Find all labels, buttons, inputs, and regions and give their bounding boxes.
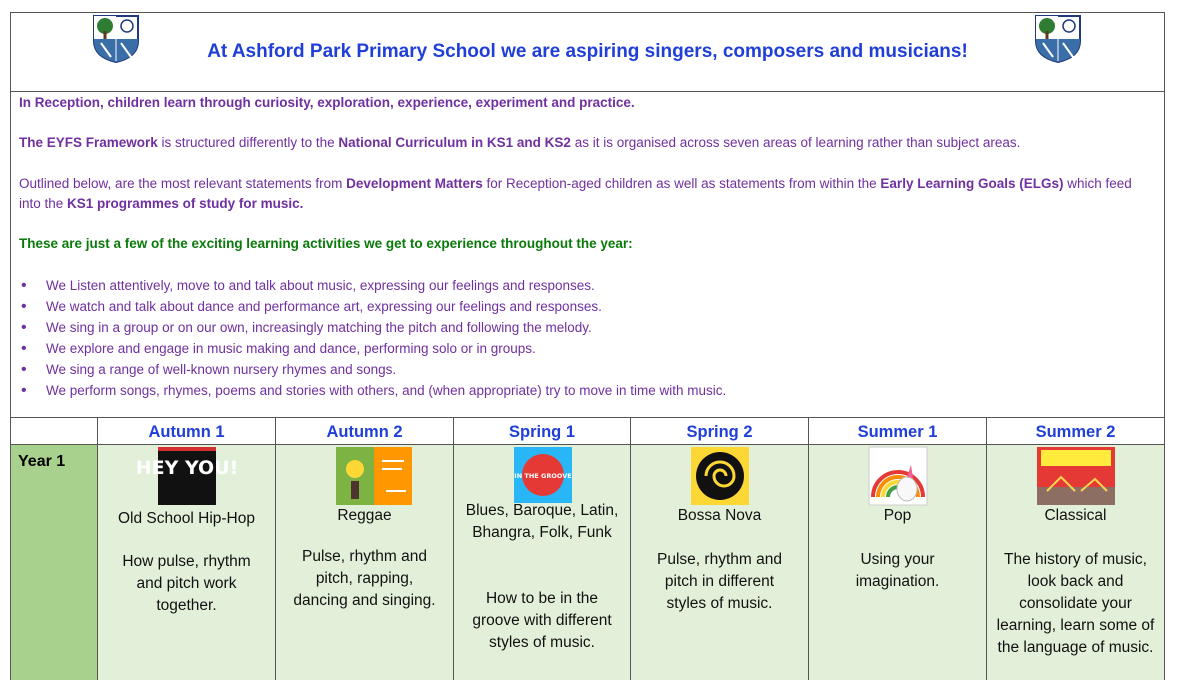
- unit-description: How to be in the groove with different styles of music.: [472, 590, 612, 651]
- unit-cell-autumn-2: [275, 445, 453, 680]
- elgs-text: Early Learning Goals (ELGs): [880, 176, 1064, 191]
- intro-paragraph-eyfs: [19, 133, 1149, 153]
- unit-cell-summer-1: [808, 445, 986, 680]
- unit-cell-summer-2: [986, 445, 1164, 680]
- unit-image-text: IN THE GROOVE: [514, 472, 572, 480]
- table-corner-cell: [11, 418, 97, 445]
- term-header-autumn-2: Autumn 2: [275, 418, 453, 445]
- activities-heading: These are just a few of the exciting learning activities we get to experience throughout the year:: [19, 236, 633, 251]
- intro-paragraph-development: [19, 174, 1149, 214]
- ks1-programmes-text: KS1 programmes of study for music.: [67, 196, 304, 211]
- unit-description: Pulse, rhythm and pitch in different styles of music.: [657, 551, 782, 612]
- unit-cell-spring-1: [453, 445, 630, 680]
- title-row: [11, 13, 1164, 92]
- activities-list: [19, 275, 726, 401]
- term-header-spring-2: Spring 2: [630, 418, 808, 445]
- unit-cell-spring-2: [630, 445, 808, 680]
- term-header-spring-1: Spring 1: [453, 418, 630, 445]
- unit-description: Pulse, rhythm and pitch, rapping, dancing and singing.: [293, 548, 436, 609]
- list-item: • We sing in a group or on our own, increasingly matching the pitch and following the melody.: [19, 317, 726, 338]
- list-item: • We perform songs, rhymes, poems and stories with others, and (when appropriate) try to move in time with music.: [19, 380, 726, 401]
- development-matters-text: Development Matters: [346, 176, 483, 191]
- rainbow-unicorn-unit-icon: [869, 447, 927, 505]
- intro-section: [11, 91, 1164, 418]
- unit-description: Using your imagination.: [855, 551, 940, 590]
- intro-text: as it is organised across seven areas of learning rather than subject areas.: [570, 135, 1021, 150]
- term-header-summer-1: Summer 1: [808, 418, 986, 445]
- unit-topic: Classical: [1044, 507, 1107, 524]
- page-title: At Ashford Park Primary School we are aspiring singers, composers and musicians!: [207, 41, 968, 62]
- unit-topic: Reggae: [337, 507, 392, 524]
- intro-text: is structured differently to the: [157, 135, 339, 150]
- hey-you-unit-icon: [135, 447, 239, 505]
- unit-description: The history of music, look back and consolidate your learning, learn some of the language of music.: [996, 551, 1155, 656]
- intro-text: for Reception-aged children as well as statements from within the: [482, 176, 881, 191]
- curriculum-page: [10, 12, 1165, 680]
- list-item: • We watch and talk about dance and performance art, expressing our feelings and responses.: [19, 296, 726, 317]
- unit-topic: Blues, Baroque, Latin, Bhangra, Folk, Funk: [465, 502, 619, 541]
- list-item: • We Listen attentively, move to and talk about music, expressing our feelings and responses.: [19, 275, 726, 296]
- unit-topic: Old School Hip-Hop: [118, 510, 255, 527]
- eyfs-framework-text: The EYFS Framework: [19, 135, 158, 150]
- music-units-table: [11, 418, 1164, 680]
- list-item: • We sing a range of well-known nursery rhymes and songs.: [19, 359, 726, 380]
- unit-topic: Bossa Nova: [677, 507, 762, 524]
- term-header-summer-2: Summer 2: [986, 418, 1164, 445]
- in-the-groove-unit-icon: [514, 447, 572, 503]
- reflect-rewind-replay-unit-icon: [1037, 447, 1115, 505]
- unit-topic: Pop: [883, 507, 912, 524]
- intro-text: which feed into the: [19, 176, 1132, 211]
- rhythm-in-the-way-we-walk-unit-icon: [336, 447, 412, 505]
- round-and-round-unit-icon: [691, 447, 749, 505]
- year-label: Year 1: [18, 453, 66, 470]
- national-curriculum-text: National Curriculum in KS1 and KS2: [338, 135, 571, 150]
- list-item: • We explore and engage in music making and dance, performing solo or in groups.: [19, 338, 726, 359]
- unit-description: How pulse, rhythm and pitch work together.: [122, 553, 251, 614]
- intro-text: Outlined below, are the most relevant statements from: [19, 176, 347, 191]
- unit-cell-autumn-1: [97, 445, 275, 680]
- term-header-autumn-1: Autumn 1: [97, 418, 275, 445]
- intro-paragraph-reception: In Reception, children learn through curiosity, exploration, experience, experiment and practice.: [19, 95, 635, 110]
- year-row-header: [11, 445, 97, 680]
- unit-image-text: HEY YOU!: [135, 457, 239, 479]
